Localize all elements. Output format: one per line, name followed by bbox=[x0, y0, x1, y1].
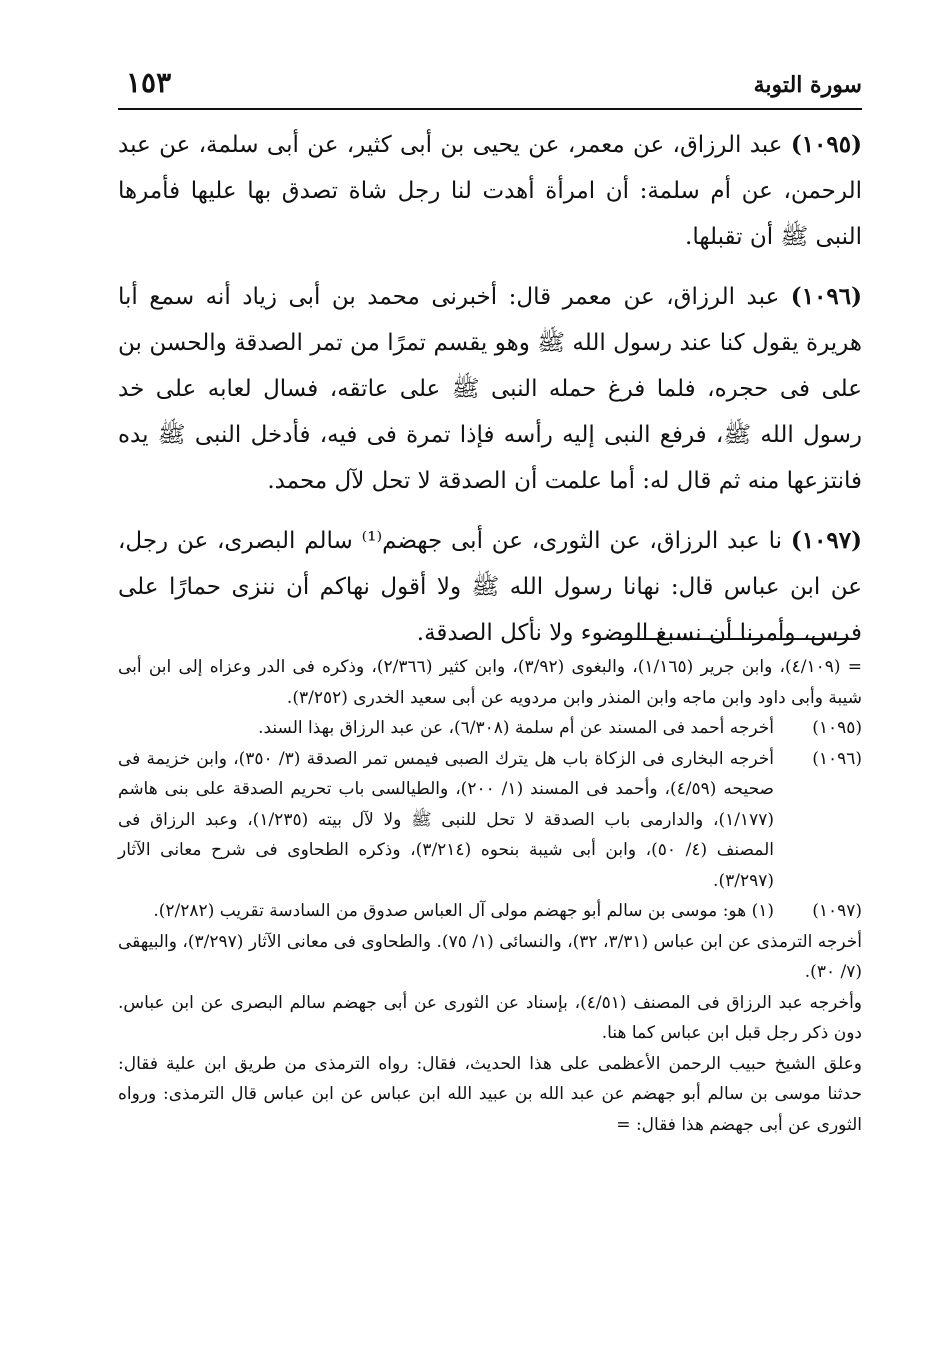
footnote-1097 bbox=[118, 896, 862, 927]
footnote-1096 bbox=[118, 744, 862, 897]
page-header bbox=[118, 62, 862, 110]
footnote-continuation: = (٤/١٠٩)، وابن جرير (١/١٦٥)، والبغوى (٣/٩٢)، وابن كثير (٢/٣٦٦)، وذكره فى الدر وعزاه إلى ابن أبى شيبة وأبى داود وابن ماجه وابن المنذر وابن مردويه عن أبى سعيد الخدرى (٣/٢٥٢). bbox=[118, 657, 863, 708]
hadith-text: عبد الرزاق، عن معمر قال: أخبرنى محمد بن أبى زياد أنه سمع أبا هريرة يقول كنا عند رسول الله ﷺ وهو يقسم تمرًا من تمر الصدقة والحسن بن على فى حجره، فلما فرغ حمله النبى ﷺ على عاتقه، فسال لعابه على خد رسول الله ﷺ، فرفع النبى إليه رأسه فإذا تمرة فى فيه، فأدخل النبى ﷺ يده فانتزعها منه ثم قال له: أما علمت أن الصدقة لا تحل لآل محمد. bbox=[118, 284, 862, 494]
hadith-text: نا عبد الرزاق، عن الثورى، عن أبى جهضم⁽¹⁾ سالم البصرى، عن رجل، عن ابن عباس قال: نهانا رسول الله ﷺ ولا أقول نهاكم أن ننزى حمارًا على فرس، وأمرنا أن نسبغ الوضوء ولا نأكل الصدقة. bbox=[118, 528, 862, 646]
hadith-number: (١٠٩٦) bbox=[790, 283, 862, 310]
hadith-1096 bbox=[118, 274, 862, 504]
hadith-number: (١٠٩٥) bbox=[790, 131, 863, 158]
surah-title: سورة التوبة bbox=[753, 72, 862, 98]
footnotes bbox=[118, 652, 862, 1140]
page-number: ١٥٣ bbox=[126, 66, 172, 99]
footnote-text: أخرجه البخارى فى الزكاة باب هل يترك الصبى فيمس تمر الصدقة (٣/ ٣٥٠)، وابن خزيمة فى صحيحه (٤/٥٩)، وأحمد فى المسند (١/ ٢٠٠)، والطيالسى باب تحريم الصدقة على بنى هاشم (١/١٧٧)، والدارمى باب الصدقة لا تحل للنبى ﷺ ولا لآل بيته (١/٢٣٥)، وعبد الرزاق فى المصنف (٤/ ٥٠)، وابن أبى شيبة بنحوه (٣/٢١٤)، وذكره الطحاوى فى شرح معانى الآثار (٣/٢٩٧). bbox=[118, 748, 774, 891]
footnote-separator bbox=[618, 638, 856, 640]
footnote-paragraph: وعلق الشيخ حبيب الرحمن الأعظمى على هذا الحديث، فقال: رواه الترمذى من طريق ابن علية فقال: حدثنا موسى بن سالم أبو جهضم عن عبد الله بن عبيد الله ابن عباس عن ابن عباس قال الترمذى: ورواه الثورى عن أبى جهضم هذا فقال: = bbox=[118, 1053, 862, 1135]
footnote-number: (١٠٩٧) bbox=[812, 901, 862, 921]
footnote-number: (١٠٩٥) bbox=[812, 718, 862, 738]
footnote-paragraph: وأخرجه عبد الرزاق فى المصنف (٤/٥١)، بإسناد عن الثورى عن أبى جهضم سالم البصرى عن ابن عباس. دون ذكر رجل قبل ابن عباس كما هنا. bbox=[118, 992, 862, 1043]
footnote-number: (١٠٩٦) bbox=[812, 748, 862, 769]
hadith-number: (١٠٩٧) bbox=[790, 527, 863, 554]
footnote-1095 bbox=[118, 713, 862, 744]
footnote-text: (١) هو: موسى بن سالم أبو جهضم مولى آل العباس صدوق من السادسة تقريب (٢/٢٨٢). bbox=[153, 901, 774, 921]
main-text bbox=[118, 122, 862, 670]
hadith-1095 bbox=[118, 122, 862, 260]
hadith-text: عبد الرزاق، عن معمر، عن يحيى بن أبى كثير، عن أبى سلمة، عن عبد الرحمن، عن أم سلمة: أن امرأة أهدت لنا رجل شاة تصدق بها عليها فأمرها النبى ﷺ أن تقبلها. bbox=[118, 132, 862, 250]
hadith-1097 bbox=[118, 518, 862, 656]
footnote-text: أخرجه أحمد فى المسند عن أم سلمة (٦/٣٠٨)، عن عبد الرزاق بهذا السند. bbox=[258, 718, 774, 738]
footnote-paragraph: أخرجه الترمذى عن ابن عباس (٣/٣١، ٣٢)، والنسائى (١/ ٧٥). والطحاوى فى معانى الآثار (٣/٢٩٧)، والبيهقى (٧/ ٣٠). bbox=[118, 931, 863, 982]
